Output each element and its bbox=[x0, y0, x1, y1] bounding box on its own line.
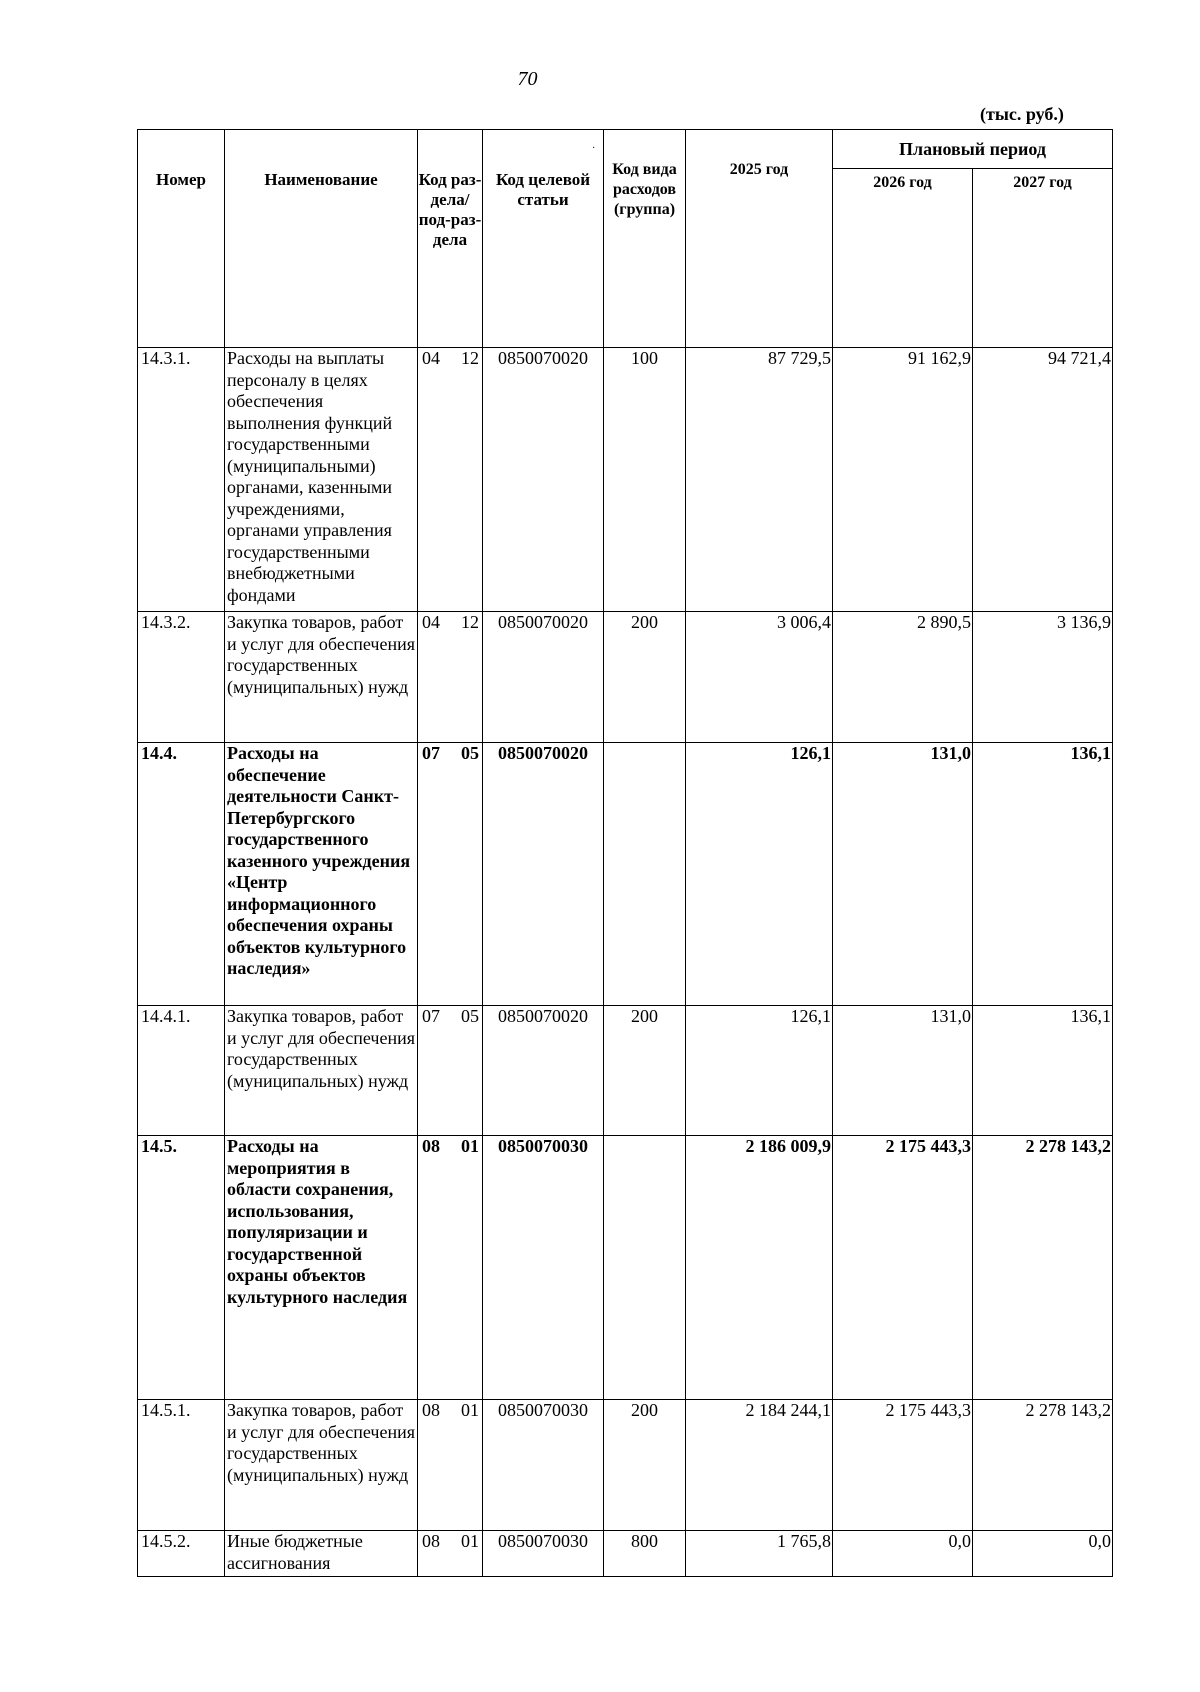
row-amount-2027: 0,0 bbox=[973, 1531, 1113, 1577]
row-expense-type: 200 bbox=[604, 1400, 686, 1531]
row-expense-type: 100 bbox=[604, 348, 686, 612]
table-row bbox=[138, 1531, 1113, 1577]
row-amount-2026: 131,0 bbox=[833, 743, 973, 1006]
row-amount-2025: 2 186 009,9 bbox=[686, 1136, 833, 1400]
row-number: 14.5.1. bbox=[138, 1400, 225, 1531]
row-amount-2025: 87 729,5 bbox=[686, 348, 833, 612]
header-year-2027: 2027 год bbox=[973, 169, 1113, 348]
row-amount-2027: 2 278 143,2 bbox=[973, 1400, 1113, 1531]
row-target-code: 0850070020 bbox=[483, 348, 604, 612]
row-section: 08 bbox=[422, 1400, 440, 1420]
row-number: 14.3.1. bbox=[138, 348, 225, 612]
row-subsection: 01 bbox=[461, 1400, 479, 1420]
row-target-code: 0850070020 bbox=[483, 1006, 604, 1136]
row-number: 14.3.2. bbox=[138, 612, 225, 743]
row-amount-2026: 2 175 443,3 bbox=[833, 1400, 973, 1531]
row-name: Закупка товаров, работ и услуг для обеспечения государственных (муниципальных) нужд bbox=[225, 1006, 418, 1136]
row-section-code bbox=[418, 1531, 483, 1577]
table-row bbox=[138, 1006, 1113, 1136]
page-number: 70 bbox=[517, 68, 538, 90]
row-amount-2027: 136,1 bbox=[973, 1006, 1113, 1136]
row-amount-2026: 131,0 bbox=[833, 1006, 973, 1136]
row-subsection: 05 bbox=[461, 743, 479, 763]
row-name: Расходы на мероприятия в области сохранения, использования, популяризации и государственной охраны объектов культурного наследия bbox=[225, 1136, 418, 1400]
row-section-code bbox=[418, 743, 483, 1006]
row-section: 08 bbox=[422, 1531, 440, 1551]
row-amount-2025: 126,1 bbox=[686, 1006, 833, 1136]
row-name: Расходы на выплаты персоналу в целях обеспечения выполнения функций государственными (муниципальными) органами, казенными учреждениями, органами управления государственными внебюджетными фондами bbox=[225, 348, 418, 612]
row-subsection: 05 bbox=[461, 1006, 479, 1026]
row-subsection: 12 bbox=[461, 348, 479, 368]
header-section-code: Код раз-дела/ под-раз-дела bbox=[418, 130, 483, 348]
row-expense-type: 200 bbox=[604, 1006, 686, 1136]
row-amount-2027: 94 721,4 bbox=[973, 348, 1113, 612]
row-amount-2026: 0,0 bbox=[833, 1531, 973, 1577]
table-row bbox=[138, 1136, 1113, 1400]
header-planned-period: Плановый период bbox=[833, 130, 1113, 169]
row-name: Расходы на обеспечение деятельности Санкт-Петербургского государственного казенного учреждения «Центр информационного обеспечения охраны объектов культурного наследия» bbox=[225, 743, 418, 1006]
row-amount-2025: 1 765,8 bbox=[686, 1531, 833, 1577]
row-target-code: 0850070030 bbox=[483, 1136, 604, 1400]
row-section-code bbox=[418, 612, 483, 743]
row-section: 07 bbox=[422, 743, 440, 763]
row-target-code: 0850070020 bbox=[483, 612, 604, 743]
row-target-code: 0850070030 bbox=[483, 1400, 604, 1531]
row-target-code: 0850070020 bbox=[483, 743, 604, 1006]
row-section-code bbox=[418, 1400, 483, 1531]
units-label: (тыс. руб.) bbox=[980, 104, 1064, 124]
row-amount-2026: 2 890,5 bbox=[833, 612, 973, 743]
row-expense-type: 800 bbox=[604, 1531, 686, 1577]
row-section: 04 bbox=[422, 612, 440, 632]
row-section-code bbox=[418, 1136, 483, 1400]
table-row bbox=[138, 612, 1113, 743]
row-target-code: 0850070030 bbox=[483, 1531, 604, 1577]
row-number: 14.5. bbox=[138, 1136, 225, 1400]
row-subsection: 01 bbox=[461, 1531, 479, 1551]
row-amount-2026: 2 175 443,3 bbox=[833, 1136, 973, 1400]
row-expense-type bbox=[604, 743, 686, 1006]
row-amount-2027: 2 278 143,2 bbox=[973, 1136, 1113, 1400]
table-header bbox=[138, 130, 1113, 348]
row-section: 04 bbox=[422, 348, 440, 368]
row-expense-type bbox=[604, 1136, 686, 1400]
row-amount-2026: 91 162,9 bbox=[833, 348, 973, 612]
header-year-2025: 2025 год bbox=[686, 130, 833, 348]
header-expense-type-code: Код вида расходов (группа) bbox=[604, 130, 686, 348]
row-name: Закупка товаров, работ и услуг для обеспечения государственных (муниципальных) нужд bbox=[225, 612, 418, 743]
row-amount-2027: 3 136,9 bbox=[973, 612, 1113, 743]
row-name: Иные бюджетные ассигнования bbox=[225, 1531, 418, 1577]
row-subsection: 01 bbox=[461, 1136, 479, 1156]
header-target-code: Код целевой статьи bbox=[483, 130, 604, 348]
row-amount-2025: 126,1 bbox=[686, 743, 833, 1006]
row-name: Закупка товаров, работ и услуг для обеспечения государственных (муниципальных) нужд bbox=[225, 1400, 418, 1531]
header-name: Наименование bbox=[225, 130, 418, 348]
row-section-code bbox=[418, 1006, 483, 1136]
table-body bbox=[138, 348, 1113, 1577]
row-expense-type: 200 bbox=[604, 612, 686, 743]
row-amount-2025: 2 184 244,1 bbox=[686, 1400, 833, 1531]
row-subsection: 12 bbox=[461, 612, 479, 632]
row-section: 08 bbox=[422, 1136, 440, 1156]
row-number: 14.5.2. bbox=[138, 1531, 225, 1577]
row-number: 14.4. bbox=[138, 743, 225, 1006]
header-year-2026: 2026 год bbox=[833, 169, 973, 348]
row-amount-2027: 136,1 bbox=[973, 743, 1113, 1006]
row-amount-2025: 3 006,4 bbox=[686, 612, 833, 743]
row-number: 14.4.1. bbox=[138, 1006, 225, 1136]
header-number: Номер bbox=[138, 130, 225, 348]
budget-table bbox=[137, 129, 1113, 1577]
table-row bbox=[138, 743, 1113, 1006]
row-section: 07 bbox=[422, 1006, 440, 1026]
table-row bbox=[138, 1400, 1113, 1531]
row-section-code bbox=[418, 348, 483, 612]
table-row bbox=[138, 348, 1113, 612]
scan-artifact: · bbox=[592, 143, 596, 154]
